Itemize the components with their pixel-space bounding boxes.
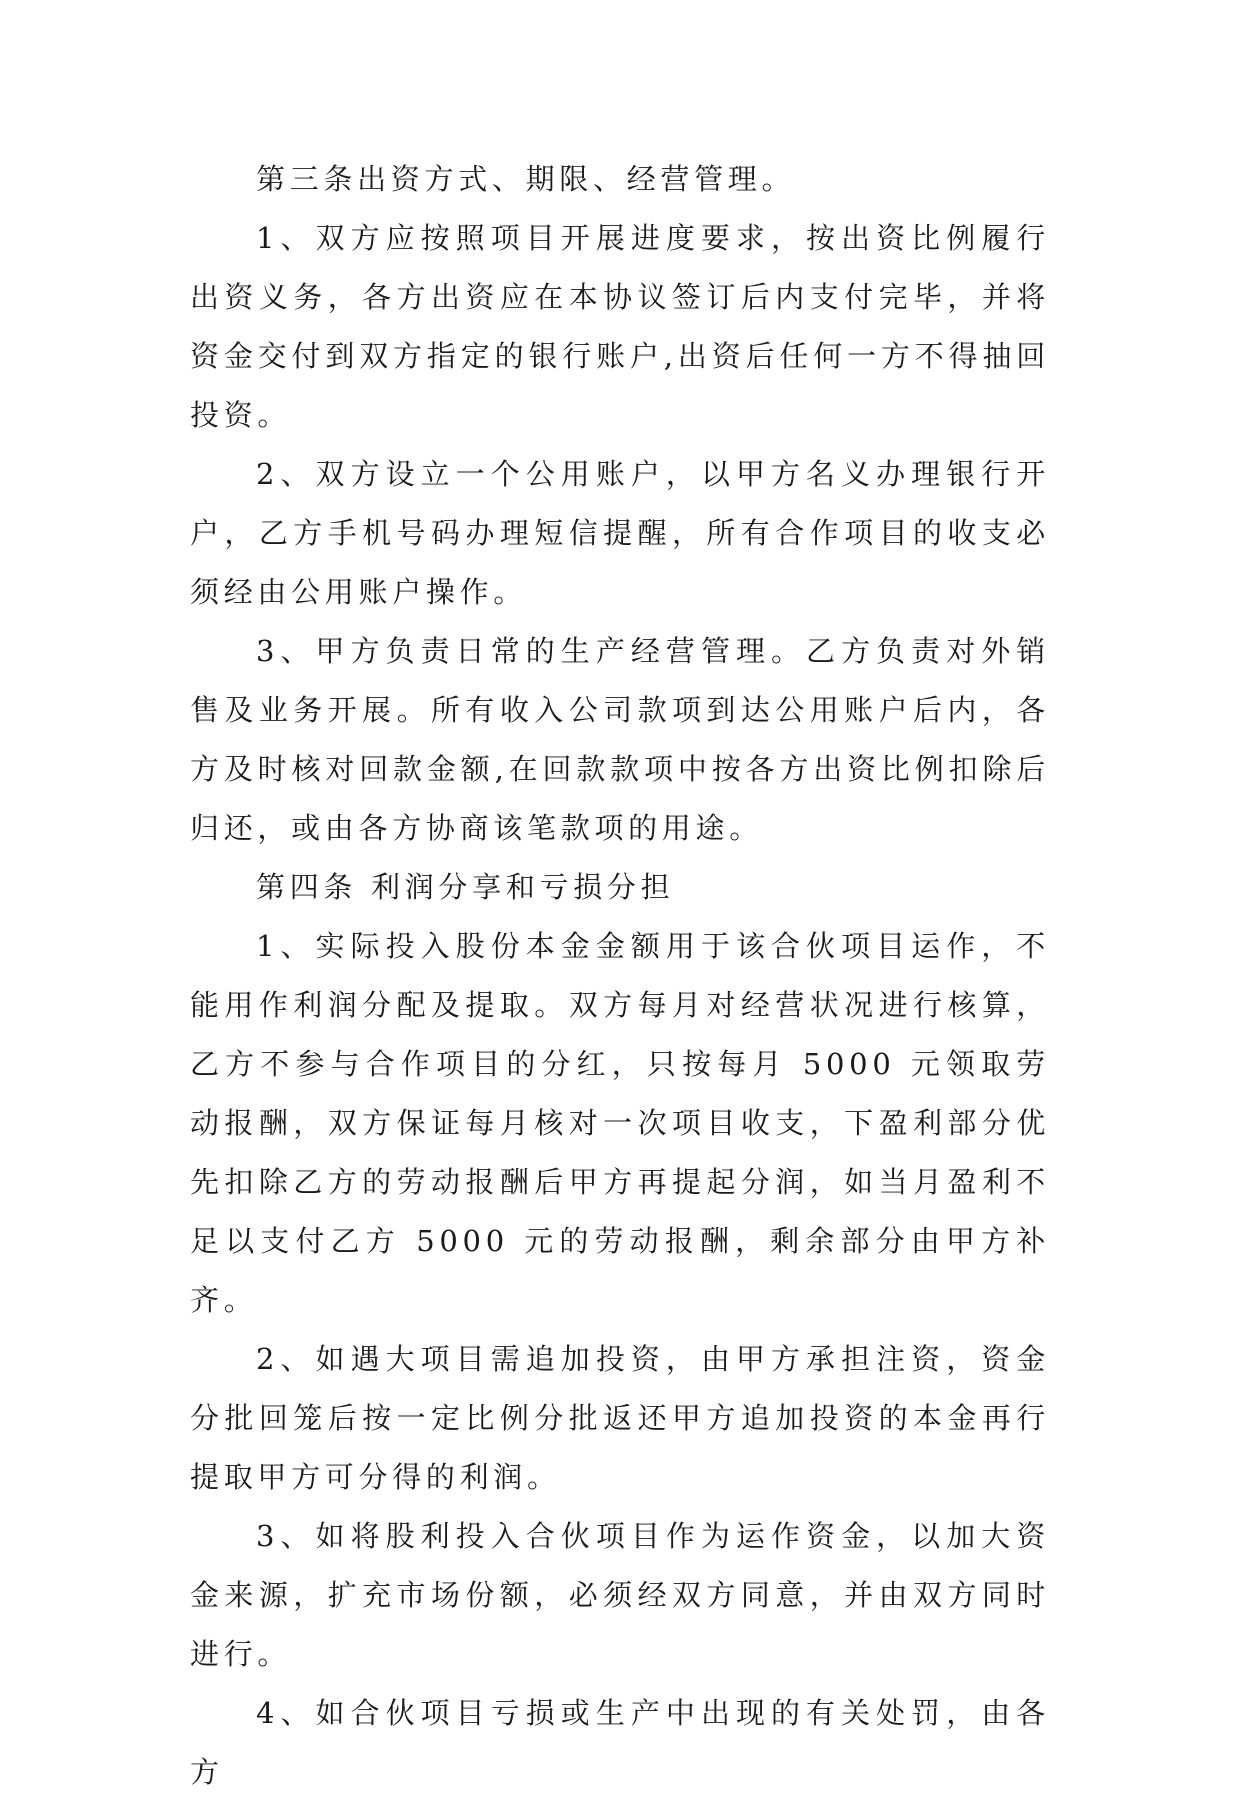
paragraph-3-1: 1、双方应按照项目开展进度要求，按出资比例履行出资义务，各方出资应在本协议签订后内支付完毕，并将资金交付到双方指定的银行账户,出资后任何一方不得抽回投资。 (190, 221, 1050, 432)
section-heading-article-4: 第四条 利润分享和亏损分担 (256, 870, 675, 904)
paragraph-4-2: 2、如遇大项目需追加投资，由甲方承担注资，资金分批回笼后按一定比例分批返还甲方追加投资的本金再行提取甲方可分得的利润。 (190, 1342, 1050, 1494)
document-page (190, 150, 1050, 1802)
paragraph-4-4: 4、如合伙项目亏损或生产中出现的有关处罚，由各方 (190, 1696, 1050, 1789)
paragraph-3-3: 3、甲方负责日常的生产经营管理。乙方负责对外销售及业务开展。所有收入公司款项到达公用账户后内，各方及时核对回款金额,在回款款项中按各方出资比例扣除后归还，或由各方协商该笔款项的用途。 (190, 634, 1050, 845)
paragraph-4-3: 3、如将股利投入合伙项目作为运作资金，以加大资金来源，扩充市场份额，必须经双方同意，并由双方同时进行。 (190, 1519, 1050, 1671)
paragraph-3-2: 2、双方设立一个公用账户，以甲方名义办理银行开户，乙方手机号码办理短信提醒，所有合作项目的收支必须经由公用账户操作。 (190, 457, 1050, 609)
section-heading-article-3: 第三条出资方式、期限、经营管理。 (256, 162, 796, 196)
paragraph-4-1: 1、实际投入股份本金金额用于该合伙项目运作，不能用作利润分配及提取。双方每月对经营状况进行核算，乙方不参与合作项目的分红，只按每月 5000 元领取劳动报酬，双方保证每月核对一次项目收支，下盈利部分优先扣除乙方的劳动报酬后甲方再提起分润，如当月盈利不足以支付乙方 5000 元的劳动报酬，剩余部分由甲方补齐。 (190, 929, 1050, 1317)
